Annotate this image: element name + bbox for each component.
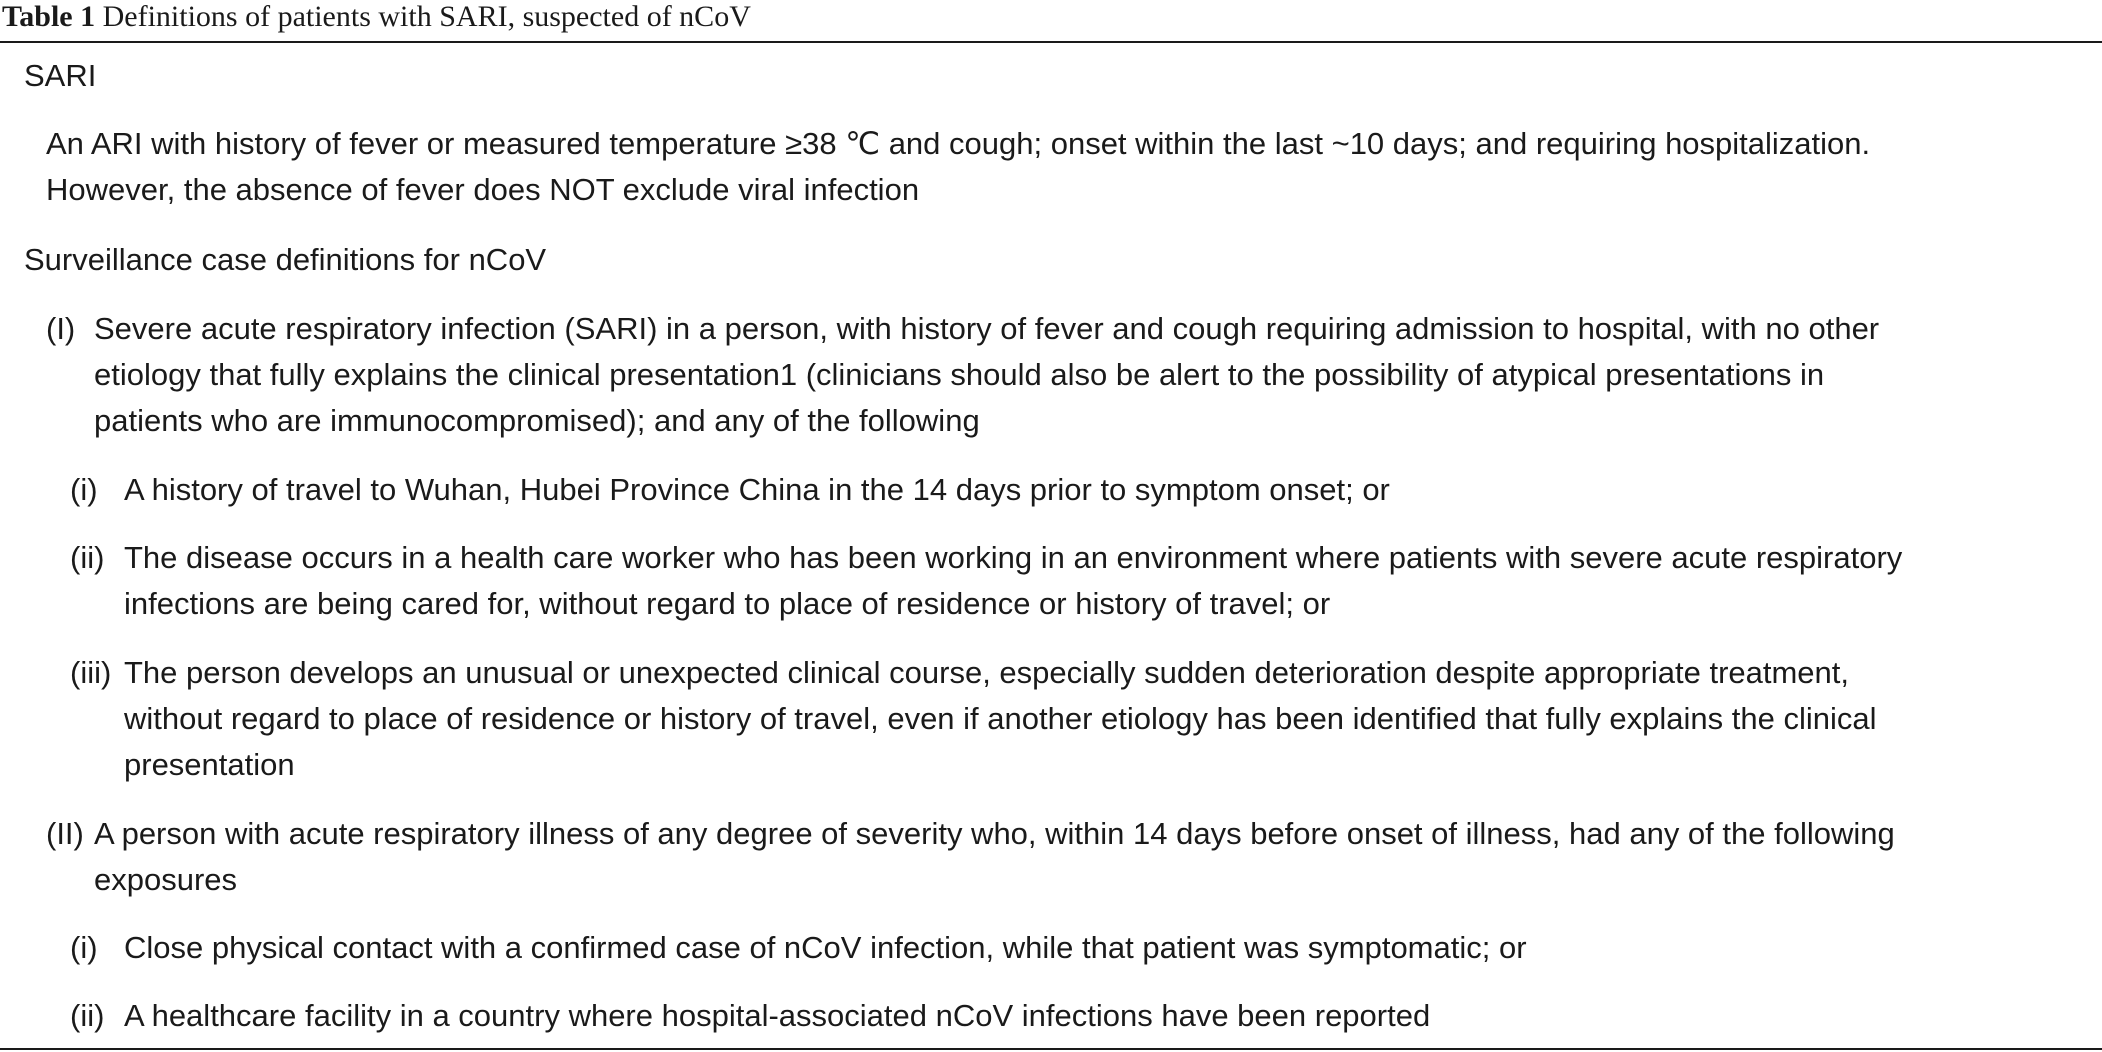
table-label: Table 1	[2, 0, 96, 33]
criterion-line: exposures	[94, 862, 238, 897]
list-marker: (iii)	[70, 655, 112, 690]
list-marker: (i)	[70, 472, 98, 507]
criterion-text	[124, 535, 1902, 627]
criterion-line: infections are being cared for, without regard to place of residence or history of travel; or	[124, 586, 1331, 621]
section-heading-sari: SARI	[24, 58, 97, 93]
sari-definition-line: An ARI with history of fever or measured temperature ≥38 ℃ and cough; onset within the last ~10 days; and requiring hospitalization.	[46, 126, 1871, 161]
list-marker: (II)	[46, 816, 84, 851]
criterion-line: Severe acute respiratory infection (SARI) in a person, with history of fever and cough requiring admission to hospital, with no other	[94, 311, 1880, 346]
sari-definition	[46, 121, 1870, 213]
criterion-line: A history of travel to Wuhan, Hubei Province China in the 14 days prior to symptom onset; or	[124, 472, 1390, 507]
table-top-rule	[0, 41, 2102, 43]
criterion-line: Close physical contact with a confirmed case of nCoV infection, while that patient was symptomatic; or	[124, 930, 1527, 965]
criterion-line: without regard to place of residence or history of travel, even if another etiology has been identified that fully explains the clinical	[124, 701, 1877, 736]
criterion-line: presentation	[124, 747, 295, 782]
list-marker: (ii)	[70, 998, 105, 1033]
criterion-line: The person develops an unusual or unexpected clinical course, especially sudden deterioration despite appropriate treatment,	[124, 655, 1850, 690]
table-bottom-rule	[0, 1048, 2102, 1050]
criterion-line: A healthcare facility in a country where hospital-associated nCoV infections have been reported	[124, 998, 1431, 1033]
criterion-text	[124, 650, 1877, 788]
table-title: Definitions of patients with SARI, suspected of nCoV	[102, 0, 751, 33]
criterion-text	[124, 993, 1430, 1039]
criterion-text	[124, 467, 1390, 513]
criterion-line: etiology that fully explains the clinical presentation1 (clinicians should also be alert to the possibility of atypical presentations in	[94, 357, 1825, 392]
criterion-text	[94, 811, 1895, 903]
criterion-text	[94, 306, 1879, 444]
list-marker: (i)	[70, 930, 98, 965]
criterion-line: A person with acute respiratory illness of any degree of severity who, within 14 days before onset of illness, had any of the following	[94, 816, 1895, 851]
section-heading-surveillance: Surveillance case definitions for nCoV	[24, 242, 547, 277]
criterion-line: patients who are immunocompromised); and any of the following	[94, 403, 980, 438]
criterion-line: The disease occurs in a health care worker who has been working in an environment where patients with severe acute respiratory	[124, 540, 1903, 575]
criterion-text	[124, 925, 1527, 971]
list-marker: (I)	[46, 311, 76, 346]
sari-definition-line: However, the absence of fever does NOT exclude viral infection	[46, 172, 920, 207]
table-caption	[2, 0, 751, 34]
list-marker: (ii)	[70, 540, 105, 575]
